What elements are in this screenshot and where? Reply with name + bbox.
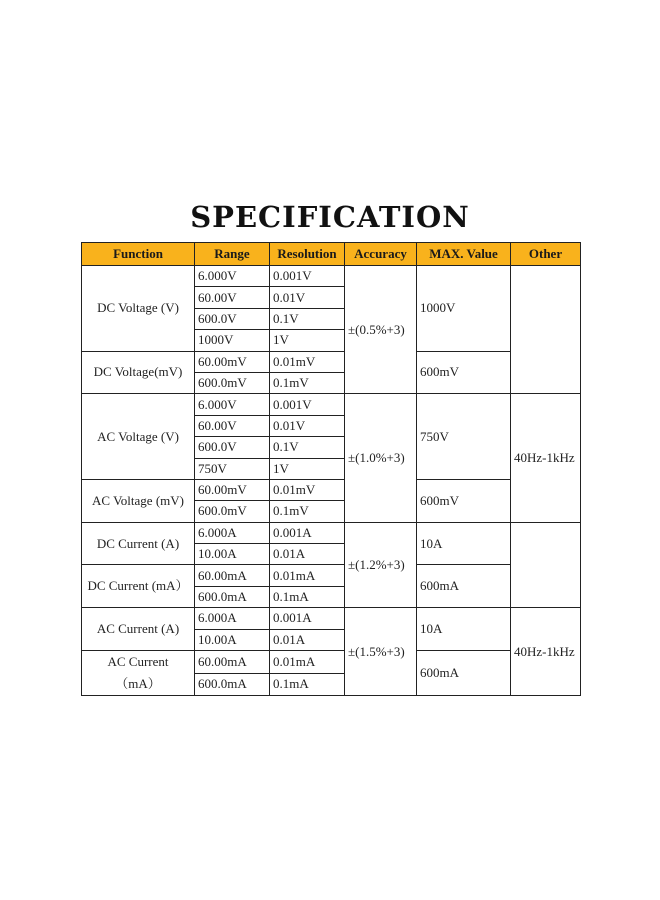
- function-cell: AC Voltage (mV): [82, 479, 195, 522]
- resolution-cell: 0.1mV: [270, 372, 345, 393]
- range-cell: 60.00mA: [195, 565, 270, 586]
- resolution-cell: 0.01mA: [270, 565, 345, 586]
- resolution-cell: 0.1mV: [270, 501, 345, 522]
- function-cell: DC Voltage (V): [82, 266, 195, 352]
- other-cell: 40Hz-1kHz: [511, 394, 581, 522]
- resolution-cell: 0.01A: [270, 544, 345, 565]
- table-row: [82, 479, 581, 500]
- page-title: SPECIFICATION: [190, 200, 470, 234]
- range-cell: 60.00V: [195, 287, 270, 308]
- function-cell: AC Current （mA）: [82, 651, 195, 696]
- table-row: [82, 266, 581, 287]
- range-cell: 600.0mA: [195, 586, 270, 607]
- resolution-cell: 0.01V: [270, 415, 345, 436]
- table-row: [82, 565, 581, 586]
- resolution-cell: 0.1V: [270, 437, 345, 458]
- range-cell: 600.0V: [195, 308, 270, 329]
- range-cell: 60.00mV: [195, 479, 270, 500]
- range-cell: 60.00mV: [195, 351, 270, 372]
- function-cell: DC Current (mA）: [82, 565, 195, 608]
- range-cell: 6.000A: [195, 608, 270, 629]
- accuracy-cell: ±(1.0%+3): [345, 394, 417, 522]
- header-other: Other: [511, 243, 581, 266]
- accuracy-cell: ±(0.5%+3): [345, 266, 417, 394]
- resolution-cell: 0.01A: [270, 629, 345, 650]
- max-value-cell: 750V: [417, 394, 511, 480]
- table-row: [82, 394, 581, 415]
- header-max-value: MAX. Value: [417, 243, 511, 266]
- max-value-cell: 600mV: [417, 479, 511, 522]
- resolution-cell: 0.01V: [270, 287, 345, 308]
- header-row: [82, 243, 581, 266]
- resolution-cell: 1V: [270, 458, 345, 479]
- header-function: Function: [82, 243, 195, 266]
- range-cell: 10.00A: [195, 544, 270, 565]
- table-row: [82, 351, 581, 372]
- table-row: [82, 522, 581, 543]
- function-cell: AC Voltage (V): [82, 394, 195, 480]
- range-cell: 600.0V: [195, 437, 270, 458]
- range-cell: 1000V: [195, 330, 270, 351]
- resolution-cell: 0.001A: [270, 608, 345, 629]
- function-cell: DC Current (A): [82, 522, 195, 565]
- other-cell: 40Hz-1kHz: [511, 608, 581, 696]
- resolution-cell: 0.001A: [270, 522, 345, 543]
- max-value-cell: 600mA: [417, 651, 511, 696]
- resolution-cell: 0.01mV: [270, 479, 345, 500]
- range-cell: 600.0mV: [195, 372, 270, 393]
- range-cell: 600.0mA: [195, 673, 270, 696]
- range-cell: 750V: [195, 458, 270, 479]
- resolution-cell: 0.1V: [270, 308, 345, 329]
- resolution-cell: 0.01mA: [270, 651, 345, 674]
- range-cell: 60.00V: [195, 415, 270, 436]
- max-value-cell: 600mA: [417, 565, 511, 608]
- header-resolution: Resolution: [270, 243, 345, 266]
- max-value-cell: 600mV: [417, 351, 511, 394]
- resolution-cell: 1V: [270, 330, 345, 351]
- resolution-cell: 0.001V: [270, 266, 345, 287]
- range-cell: 6.000V: [195, 266, 270, 287]
- specification-table: [81, 242, 581, 696]
- max-value-cell: 10A: [417, 522, 511, 565]
- table-row: [82, 608, 581, 629]
- accuracy-cell: ±(1.5%+3): [345, 608, 417, 696]
- range-cell: 60.00mA: [195, 651, 270, 674]
- resolution-cell: 0.1mA: [270, 586, 345, 607]
- range-cell: 600.0mV: [195, 501, 270, 522]
- function-cell: DC Voltage(mV): [82, 351, 195, 394]
- range-cell: 6.000V: [195, 394, 270, 415]
- header-range: Range: [195, 243, 270, 266]
- accuracy-cell: ±(1.2%+3): [345, 522, 417, 608]
- resolution-cell: 0.001V: [270, 394, 345, 415]
- resolution-cell: 0.1mA: [270, 673, 345, 696]
- range-cell: 6.000A: [195, 522, 270, 543]
- max-value-cell: 10A: [417, 608, 511, 651]
- table-body: [82, 266, 581, 696]
- other-cell: [511, 522, 581, 608]
- resolution-cell: 0.01mV: [270, 351, 345, 372]
- table-row: [82, 651, 581, 674]
- header-accuracy: Accuracy: [345, 243, 417, 266]
- range-cell: 10.00A: [195, 629, 270, 650]
- other-cell: [511, 266, 581, 394]
- function-cell: AC Current (A): [82, 608, 195, 651]
- max-value-cell: 1000V: [417, 266, 511, 352]
